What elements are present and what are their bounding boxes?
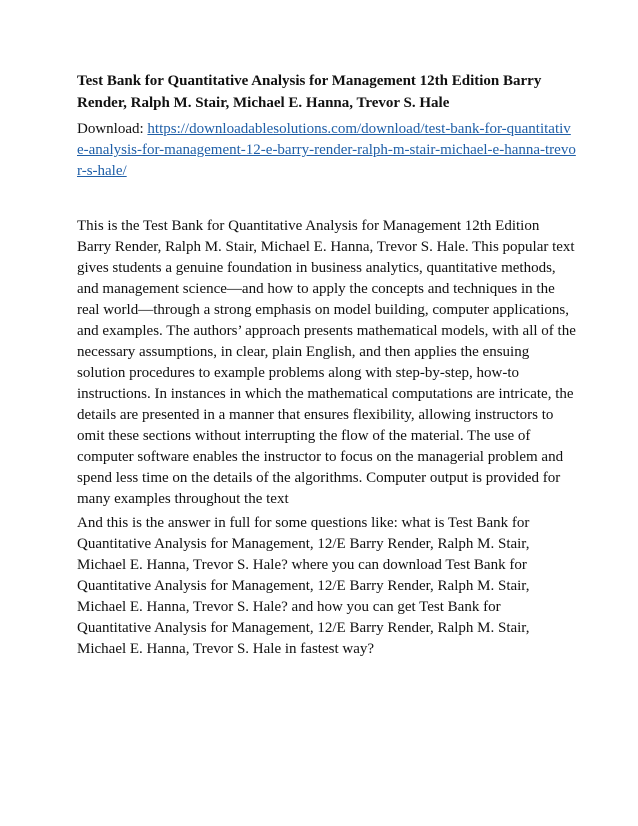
document-title: Test Bank for Quantitative Analysis for Management 12th Edition Barry Render, Ralph M. Stair, Michael E. Hanna, Trevor S. Hale <box>77 73 542 111</box>
document-page <box>77 70 577 660</box>
download-line <box>77 119 577 182</box>
description-paragraph: This is the Test Bank for Quantitative Analysis for Management 12th Edition Barry Render, Ralph M. Stair, Michael E. Hanna, Trevor S. Hale. This popular text gives students a genuine foundation in business analytics, quantitative methods, and management science—and how to apply the concepts and techniques in the real world—through a strong emphasis on model building, computer applications, and examples. The authors’ approach presents mathematical models, with all of the necessary assumptions, in clear, plain English, and then applies the ensuing solution procedures to example problems along with step-by-step, how-to instructions. In instances in which the mathematical computations are intricate, the details are presented in a manner that ensures flexibility, allowing instructors to omit these sections without interrupting the flow of the material. The use of computer software enables the instructor to focus on the managerial problem and spend less time on the details of the algorithms. Computer output is provided for many examples throughout the text <box>77 218 576 507</box>
faq-paragraph: And this is the answer in full for some questions like: what is Test Bank for Quantitative Analysis for Management, 12/E Barry Render, Ralph M. Stair, Michael E. Hanna, Trevor S. Hale? where you can download Test Bank for Quantitative Analysis for Management, 12/E Barry Render, Ralph M. Stair, Michael E. Hanna, Trevor S. Hale? and how you can get Test Bank for Quantitative Analysis for Management, 12/E Barry Render, Ralph M. Stair, Michael E. Hanna, Trevor S. Hale in fastest way? <box>77 515 530 657</box>
download-label: Download: <box>77 121 148 137</box>
download-link[interactable]: https://downloadablesolutions.com/download/test-bank-for-quantitative-analysis-for-management-12-e-barry-render-ralph-m-stair-michael-e-hanna-trevor-s-hale/ <box>77 121 576 179</box>
